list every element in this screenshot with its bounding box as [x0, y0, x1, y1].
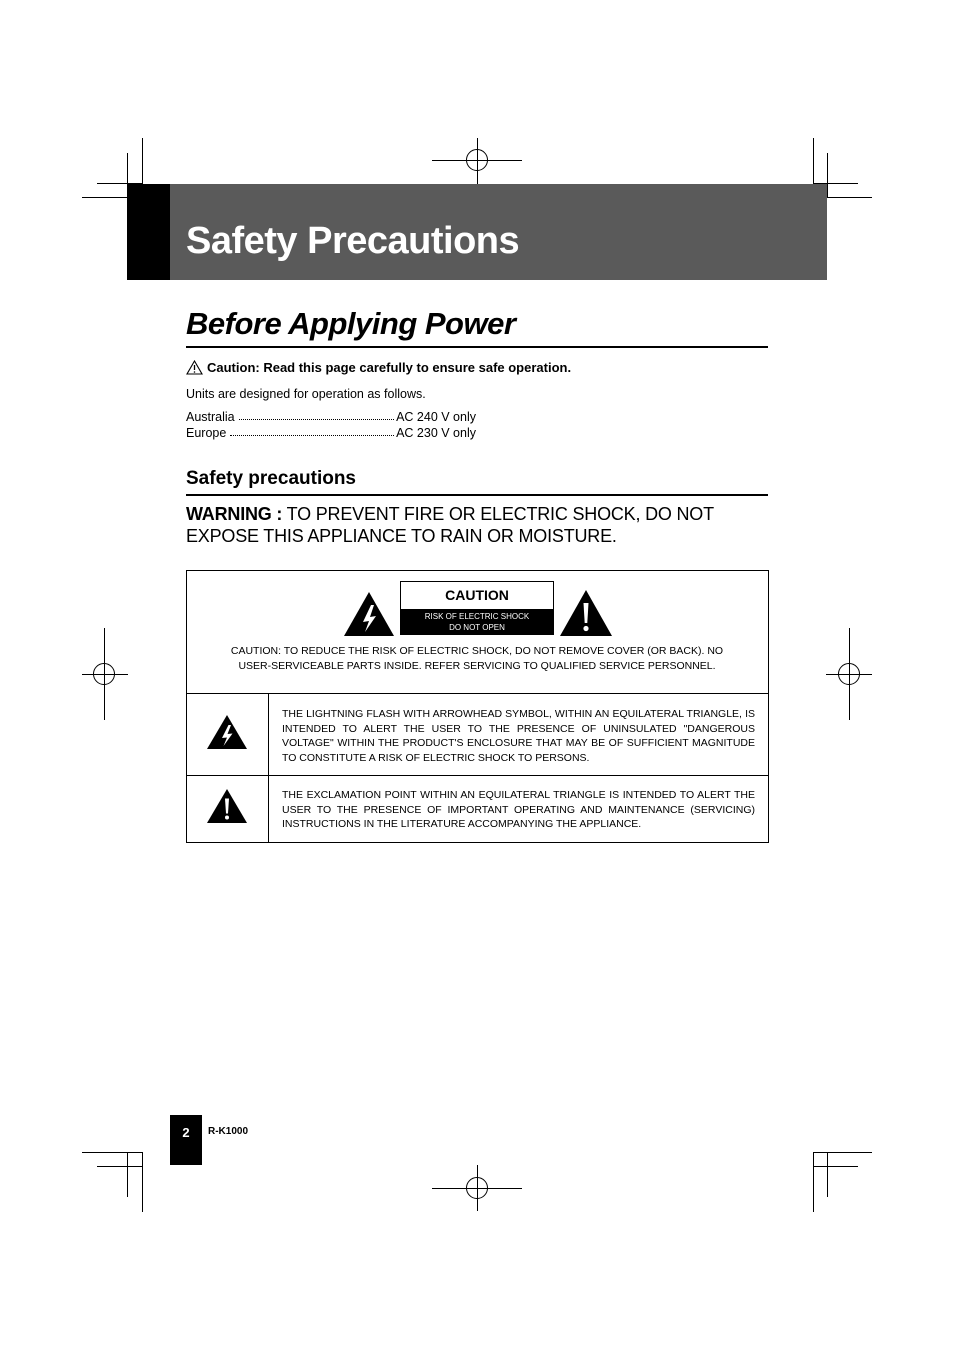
warning-statement [186, 503, 776, 547]
crop-mark [127, 1152, 128, 1197]
subsection-title: Safety precautions [186, 468, 356, 489]
crop-mark [813, 1152, 814, 1212]
crop-mark [142, 1152, 143, 1212]
page-title: Safety Precautions [186, 220, 520, 262]
warning-label: WARNING : [186, 504, 283, 524]
voltage-region: Europe [186, 426, 227, 440]
caution-label [400, 581, 554, 635]
box-divider [186, 693, 769, 694]
voltage-row [186, 410, 476, 424]
crop-mark [827, 153, 828, 198]
leader-dots [230, 426, 394, 436]
box-divider [268, 693, 269, 843]
leader-dots [239, 410, 394, 420]
crop-mark [82, 1152, 142, 1153]
registration-mark [466, 149, 488, 171]
caution-text: Caution: Read this page carefully to ensure safe operation. [207, 360, 572, 375]
exclamation-triangle-icon [559, 589, 613, 637]
crop-mark [813, 1166, 858, 1167]
voltage-value: AC 240 V only [396, 410, 476, 424]
page-number: 2 [170, 1115, 202, 1165]
caution-label-subtext [401, 609, 553, 635]
caution-line [186, 360, 571, 375]
voltage-row [186, 426, 476, 440]
crop-mark [97, 1166, 142, 1167]
subsection-rule [186, 494, 768, 496]
crop-mark [827, 1152, 828, 1197]
registration-mark [838, 663, 860, 685]
header-band-accent [127, 184, 170, 280]
section-title: Before Applying Power [186, 306, 516, 341]
exclamation-triangle-icon [206, 788, 248, 824]
lightning-triangle-icon [206, 714, 248, 750]
caution-label-line: RISK OF ELECTRIC SHOCK [424, 612, 530, 621]
voltage-value: AC 230 V only [396, 426, 476, 440]
registration-mark [93, 663, 115, 685]
model-name: R-K1000 [208, 1126, 249, 1137]
lightning-triangle-icon [343, 591, 395, 637]
section-rule [186, 346, 768, 348]
warning-text: TO PREVENT FIRE OR ELECTRIC SHOCK, DO NOT EXPOSE THIS APPLIANCE TO RAIN OR MOISTURE. [186, 504, 714, 546]
lightning-explanation: THE LIGHTNING FLASH WITH ARROWHEAD SYMBOL, WITHIN AN EQUILATERAL TRIANGLE, IS INTENDED TO ALERT THE USER TO THE PRESENCE OF UNINSULATED "DANGEROUS VOLTAGE" WITHIN THE PRODUCT'S ENCLOSURE THAT MAY BE OF SUFFICIENT MAGNITUDE TO CONSTITUTE A RISK OF ELECTRIC SHOCK TO PERSONS. [282, 708, 755, 764]
warning-triangle-icon [186, 360, 203, 375]
box-divider [186, 775, 769, 776]
crop-mark [813, 1152, 872, 1153]
caution-label-line: DO NOT OPEN [449, 623, 505, 632]
registration-mark [466, 1177, 488, 1199]
caution-label-title: CAUTION [445, 587, 509, 603]
units-intro: Units are designed for operation as follows. [186, 387, 426, 401]
voltage-region: Australia [186, 410, 235, 424]
cover-warning-text: CAUTION: TO REDUCE THE RISK OF ELECTRIC SHOCK, DO NOT REMOVE COVER (OR BACK). NO USER-SERVICEABLE PARTS INSIDE. REFER SERVICING TO QUALIFIED SERVICE PERSONNEL. [230, 645, 724, 672]
exclamation-explanation: THE EXCLAMATION POINT WITHIN AN EQUILATERAL TRIANGLE IS INTENDED TO ALERT THE USER TO THE PRESENCE OF IMPORTANT OPERATING AND MAINTENANCE (SERVICING) INSTRUCTIONS IN THE LITERATURE ACCOMPANYING THE APPLIANCE. [282, 789, 755, 830]
